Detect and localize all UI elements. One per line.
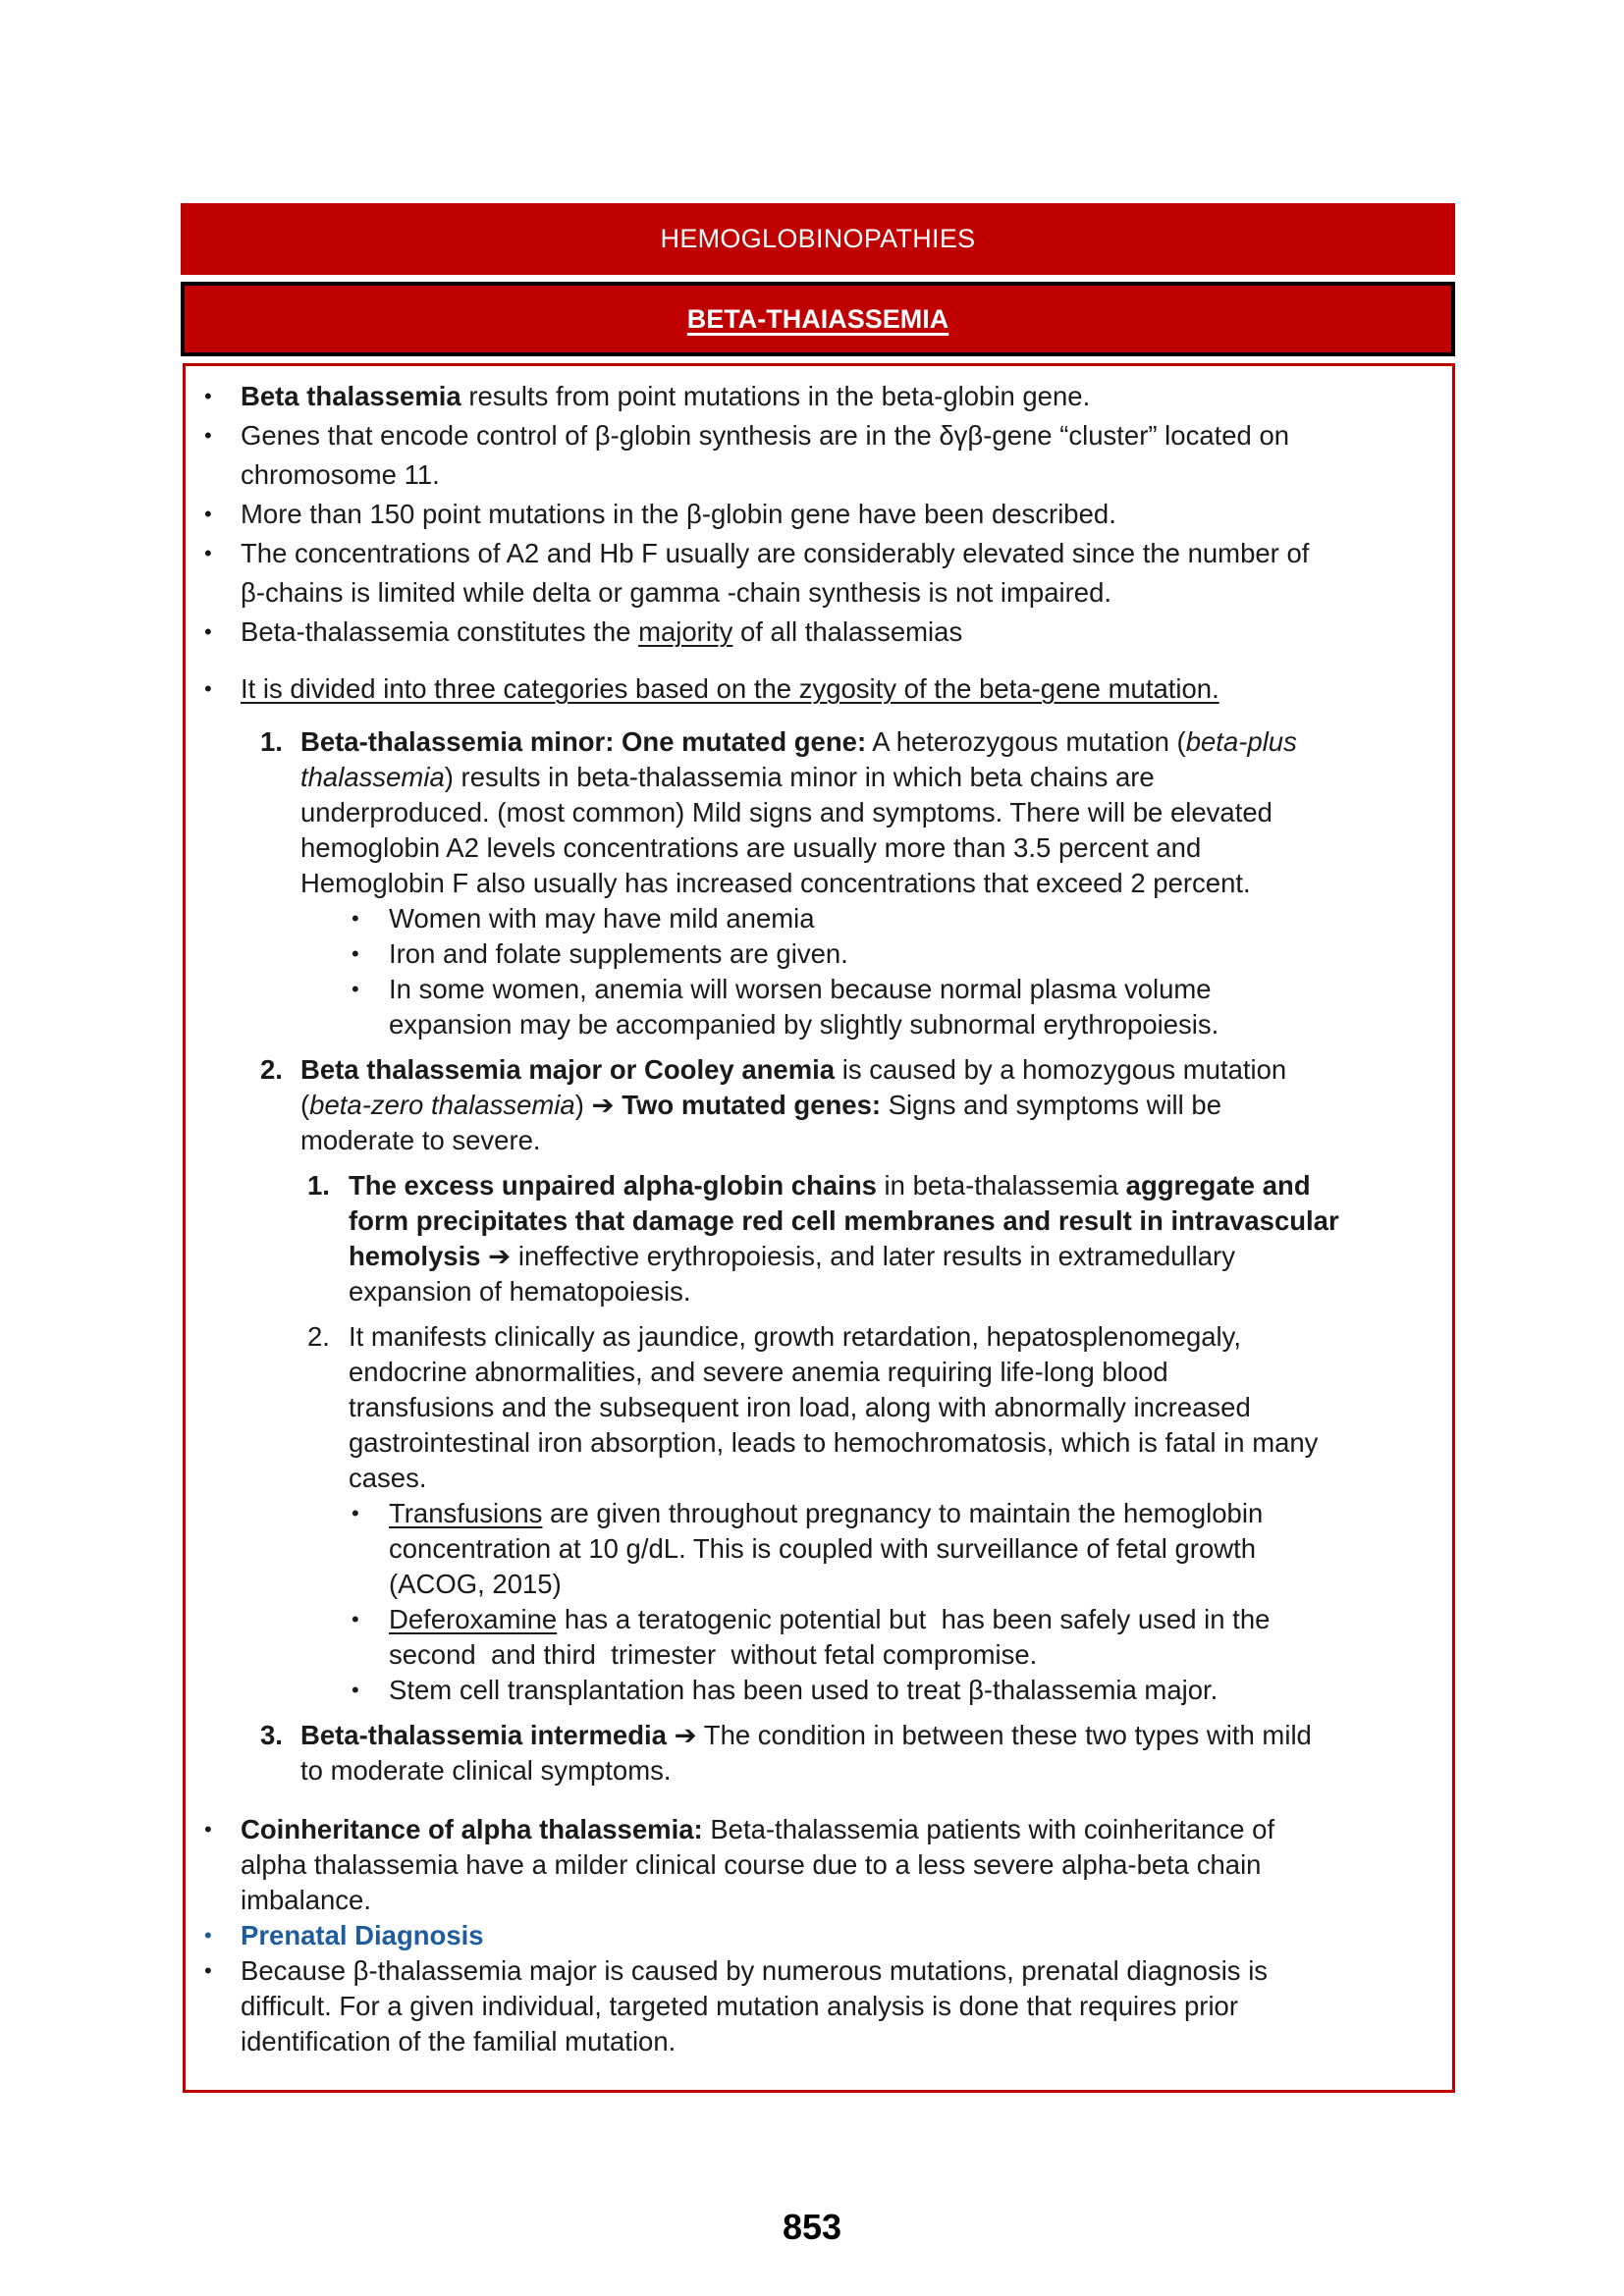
list-number: 1.: [260, 726, 283, 757]
list-number: 1.: [307, 1170, 330, 1201]
bullet-icon: •: [352, 1678, 359, 1702]
category-1-line-1: Beta-thalassemia minor: One mutated gene: A heterozygous mutation (beta-plus: [300, 726, 1297, 757]
category-1-sub-bullet-3-cont: expansion may be accompanied by slightly subnormal erythropoiesis.: [389, 1009, 1219, 1040]
topic-title: BETA-THAIASSEMIA: [686, 303, 949, 334]
intro-bullet-3: More than 150 point mutations in the β-globin gene have been described.: [241, 499, 1116, 529]
intro-bullet-2: Genes that encode control of β-globin synthesis are in the δγβ-gene “cluster” located on: [241, 420, 1290, 451]
bullet-icon: •: [204, 1923, 212, 1948]
bullet-icon: •: [204, 1817, 212, 1842]
intro-bullet-1: Beta thalassemia results from point mutations in the beta-globin gene.: [241, 381, 1091, 411]
bullet-icon: •: [352, 906, 359, 931]
deferoxamine-bullet-cont: second and third trimester without fetal compromise.: [389, 1639, 1038, 1670]
category-2-line-2: (beta-zero thalassemia) ➔ Two mutated genes: Signs and symptoms will be: [300, 1090, 1222, 1120]
bullet-icon: •: [352, 1501, 359, 1525]
category-1-sub-bullet-2: Iron and folate supplements are given.: [389, 938, 848, 969]
list-number: 2.: [260, 1054, 283, 1085]
bullet-icon: •: [352, 977, 359, 1001]
category-2-line-3: moderate to severe.: [300, 1125, 541, 1155]
category-2-sub-1-line-1: The excess unpaired alpha-globin chains in beta-thalassemia aggregate and: [349, 1170, 1311, 1201]
section-title: HEMOGLOBINOPATHIES: [660, 224, 976, 253]
transfusions-bullet-citation: (ACOG, 2015): [389, 1569, 562, 1599]
bullet-icon: •: [204, 619, 212, 644]
category-3-line-1: Beta-thalassemia intermedia ➔ The condition in between these two types with mild: [300, 1720, 1312, 1750]
intro-bullet-4-cont: β-chains is limited while delta or gamma -chain synthesis is not impaired.: [241, 577, 1112, 608]
coinheritance-bullet: Coinheritance of alpha thalassemia: Beta-thalassemia patients with coinheritance of: [241, 1814, 1275, 1844]
bullet-icon: •: [204, 502, 212, 526]
category-1-sub-bullet-3: In some women, anemia will worsen because normal plasma volume: [389, 974, 1212, 1004]
category-2-sub-2-line-1: It manifests clinically as jaundice, growth retardation, hepatosplenomegaly,: [349, 1321, 1242, 1352]
intro-bullet-2-cont: chromosome 11.: [241, 459, 440, 490]
stem-cell-bullet: Stem cell transplantation has been used to treat β-thalassemia major.: [389, 1675, 1218, 1705]
category-2-sub-2-line-4: gastrointestinal iron absorption, leads to hemochromatosis, which is fatal in many: [349, 1427, 1319, 1458]
intro-bullet-4: The concentrations of A2 and Hb F usually are considerably elevated since the number of: [241, 538, 1310, 568]
category-1-line-4: hemoglobin A2 levels concentrations are usually more than 3.5 percent and: [300, 832, 1202, 863]
coinheritance-bullet-cont-2: imbalance.: [241, 1885, 371, 1915]
transfusions-bullet-cont: concentration at 10 g/dL. This is coupled with surveillance of fetal growth: [389, 1533, 1257, 1564]
prenatal-diagnosis-heading: Prenatal Diagnosis: [241, 1920, 484, 1950]
arrow-right-icon: ➔: [488, 1241, 512, 1271]
categories-intro: It is divided into three categories based on the zygosity of the beta-gene mutation.: [241, 673, 1219, 704]
category-2-sub-1-line-2: form precipitates that damage red cell membranes and result in intravascular: [349, 1205, 1339, 1236]
bullet-icon: •: [204, 384, 212, 408]
prenatal-bullet-line-3: identification of the familial mutation.: [241, 2026, 677, 2056]
category-2-sub-2-line-3: transfusions and the subsequent iron load, along with abnormally increased: [349, 1392, 1251, 1422]
category-1-line-5: Hemoglobin F also usually has increased concentrations that exceed 2 percent.: [300, 868, 1251, 898]
bullet-icon: •: [204, 1958, 212, 1983]
arrow-right-icon: ➔: [674, 1720, 697, 1750]
coinheritance-bullet-cont: alpha thalassemia have a milder clinical course due to a less severe alpha-beta chain: [241, 1849, 1262, 1880]
prenatal-bullet-line-2: difficult. For a given individual, targeted mutation analysis is done that requires prior: [241, 1991, 1239, 2021]
prenatal-bullet-line-1: Because β-thalassemia major is caused by numerous mutations, prenatal diagnosis is: [241, 1955, 1269, 1986]
category-2-line-1: Beta thalassemia major or Cooley anemia is caused by a homozygous mutation: [300, 1054, 1287, 1085]
intro-bullet-5: Beta-thalassemia constitutes the majority of all thalassemias: [241, 616, 963, 647]
category-3-line-2: to moderate clinical symptoms.: [300, 1755, 672, 1786]
category-1-sub-bullet-1: Women with may have mild anemia: [389, 903, 815, 934]
section-title-banner: [181, 203, 1455, 275]
topic-title-banner: [181, 282, 1455, 356]
bullet-icon: •: [204, 676, 212, 701]
bullet-icon: •: [204, 423, 212, 448]
page-number: 853: [782, 2207, 842, 2247]
bullet-icon: •: [204, 541, 212, 565]
arrow-right-icon: ➔: [591, 1090, 615, 1120]
bullet-icon: •: [352, 1607, 359, 1631]
category-2-sub-2-line-2: endocrine abnormalities, and severe anemia requiring life-long blood: [349, 1357, 1168, 1387]
category-2-sub-2-line-5: cases.: [349, 1463, 427, 1493]
transfusions-bullet: Transfusions are given throughout pregnancy to maintain the hemoglobin: [389, 1498, 1264, 1528]
bullet-icon: •: [352, 941, 359, 966]
category-1-line-3: underproduced. (most common) Mild signs and symptoms. There will be elevated: [300, 797, 1272, 828]
category-1-line-2: thalassemia) results in beta-thalassemia minor in which beta chains are: [300, 762, 1155, 792]
list-number: 3.: [260, 1720, 283, 1750]
category-2-sub-1-line-3: hemolysis ➔ ineffective erythropoiesis, and later results in extramedullary: [349, 1241, 1235, 1271]
category-2-sub-1-line-4: expansion of hematopoiesis.: [349, 1276, 691, 1307]
list-number: 2.: [307, 1321, 330, 1352]
deferoxamine-bullet: Deferoxamine has a teratogenic potential but has been safely used in the: [389, 1604, 1271, 1634]
